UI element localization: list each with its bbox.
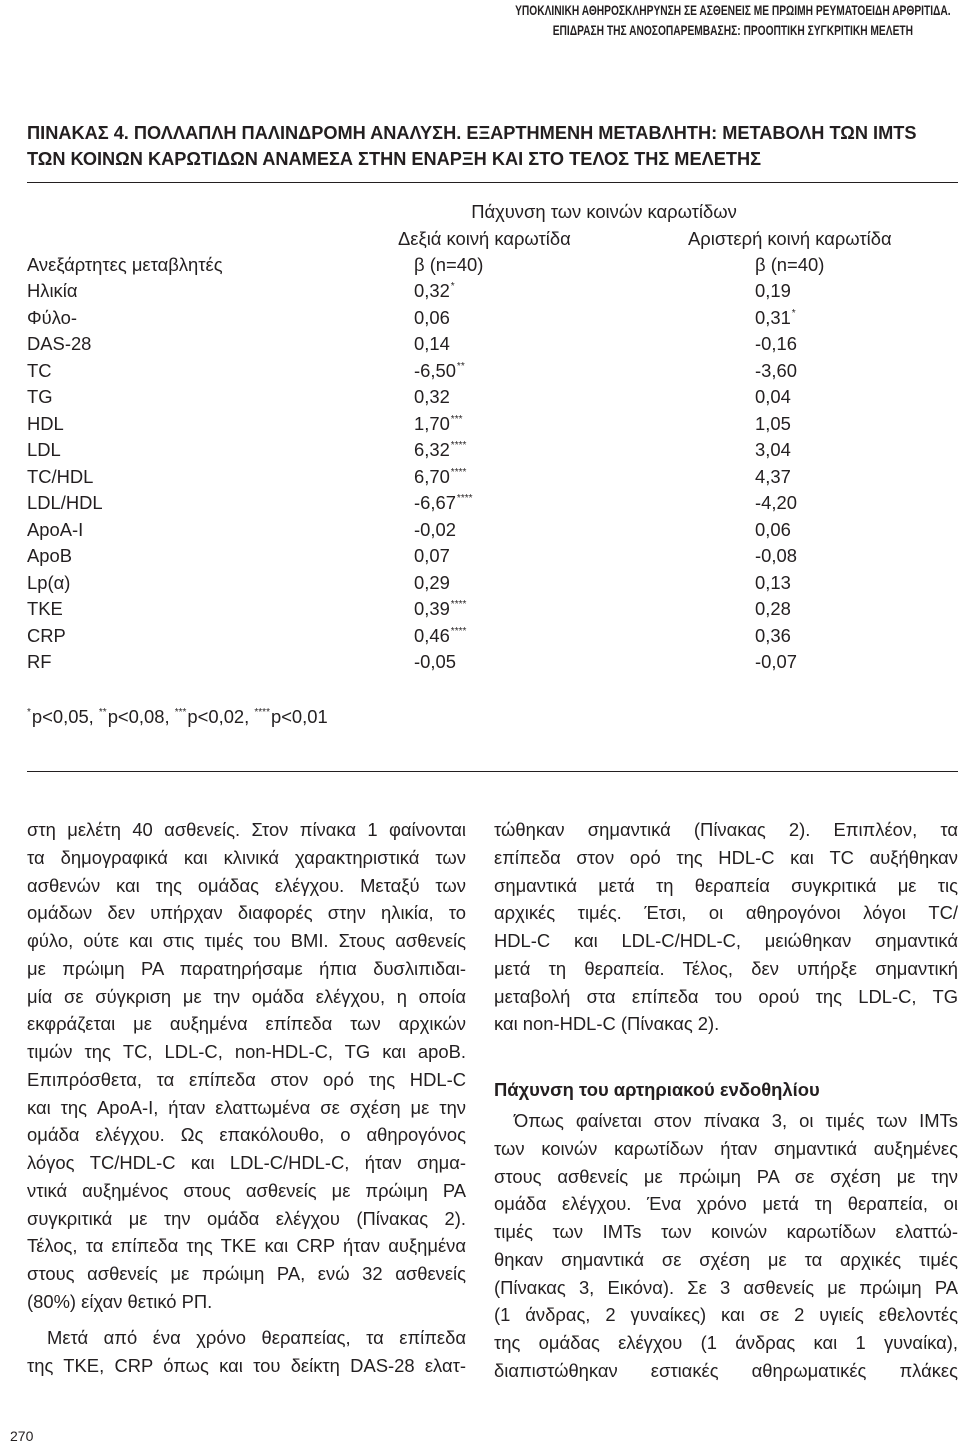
beta-value: -6,50 bbox=[414, 359, 456, 381]
significance-marker: **** bbox=[450, 625, 467, 637]
beta-value: 0,29 bbox=[414, 571, 450, 593]
variable-label: DAS-28 bbox=[27, 333, 92, 355]
beta-value: -6,67 bbox=[414, 492, 456, 514]
right-carotid-beta-cell bbox=[414, 358, 755, 384]
beta-value: 6,70 bbox=[414, 465, 450, 487]
left-carotid-beta-cell bbox=[755, 464, 958, 490]
body-text-line: σημαντικά μετά τη θεραπεία συγκριτικά με τις bbox=[494, 874, 958, 896]
table-caption bbox=[27, 120, 916, 172]
independent-variables-header: Ανεξάρτητες μεταβλητές bbox=[27, 254, 223, 275]
body-text-line: επίπεδα στον ορό της HDL-C και TC αυξήθηκαν bbox=[494, 846, 958, 868]
body-text-line: των κοινών καρωτίδων ήταν σημαντικά αυξημένες bbox=[494, 1137, 958, 1159]
body-text-line: Μετά από ένα χρόνο θεραπείας, τα επίπεδα bbox=[47, 1327, 466, 1349]
body-text-line: με πρώιμη ΡΑ παρατηρήσαμε ήπια δυσλιπιδαι- bbox=[27, 957, 466, 979]
beta-value: 0,06 bbox=[755, 518, 791, 540]
p-value-threshold: p<0,05, bbox=[31, 706, 94, 727]
left-carotid-beta-cell bbox=[755, 517, 958, 543]
beta-value: 0,14 bbox=[414, 333, 450, 355]
variable-label: TG bbox=[27, 386, 53, 408]
body-text-line: της ΤΚΕ, CRP όπως και του δείκτη DAS-28 ελατ- bbox=[27, 1354, 466, 1376]
variable-label: Φύλο- bbox=[27, 306, 77, 328]
beta-value: 3,04 bbox=[755, 439, 791, 461]
body-text-line: και της ApoA-I, ήταν ελαττωμένα σε σχέση με την bbox=[27, 1096, 466, 1118]
right-carotid-beta-cell bbox=[414, 384, 755, 410]
body-text-line: ντικά αυξημένος στους ασθενείς με πρώιμη ΡΑ bbox=[27, 1179, 466, 1201]
table-footnote bbox=[27, 704, 328, 730]
table-row bbox=[27, 596, 958, 622]
body-text-line: (80%) είχαν θετικό ΡΠ. bbox=[27, 1290, 213, 1312]
body-text-line: τώθηκαν σημαντικά (Πίνακας 2). Επιπλέον, τα bbox=[494, 819, 958, 840]
left-carotid-beta-cell bbox=[755, 305, 958, 331]
beta-value: -0,08 bbox=[755, 545, 797, 567]
table-row bbox=[27, 490, 958, 516]
significance-marker: **** bbox=[254, 707, 270, 718]
running-header-line: ΕΠΙΔΡΑΣΗ ΤΗΣ ΑΝΟΣΟΠΑΡΕΜΒΑΣΗΣ: ΠΡΟΟΠΤΙΚΗ ΣΥΓΚΡΙΤΙΚΗ ΜΕΛΕΤΗ bbox=[553, 22, 914, 38]
right-text-column bbox=[494, 816, 958, 1385]
right-carotid-beta-cell bbox=[414, 570, 755, 596]
beta-value: -0,05 bbox=[414, 651, 456, 673]
body-text-line: ομάδων δεν υπήρχαν διαφορές στην ηλικία, το bbox=[27, 902, 466, 924]
p-value-threshold: p<0,08, bbox=[107, 706, 170, 727]
body-text-line: ομάδα ελέγχου. Ένα χρόνο μετά τη θεραπεία, οι bbox=[494, 1193, 958, 1215]
variable-label: HDL bbox=[27, 412, 64, 434]
body-paragraph bbox=[27, 816, 466, 1316]
left-carotid-beta-cell bbox=[755, 570, 958, 596]
body-text-line: στους ασθενείς με πρώιμη ΡΑ σε σχέση με την bbox=[494, 1165, 958, 1187]
significance-marker: ** bbox=[456, 360, 465, 372]
table-row bbox=[27, 517, 958, 543]
right-carotid-beta-cell bbox=[414, 278, 755, 304]
body-text-line: Όπως φαίνεται στον πίνακα 3, οι τιμές των IMTs bbox=[514, 1110, 958, 1132]
table-header-row bbox=[27, 252, 958, 278]
regression-table bbox=[27, 252, 958, 676]
table-row bbox=[27, 543, 958, 569]
beta-value: 0,06 bbox=[414, 306, 450, 328]
body-text-line: τα δημογραφικά και κλινικά χαρακτηριστικά των bbox=[27, 846, 466, 868]
left-carotid-beta-cell bbox=[755, 331, 958, 357]
beta-value: 0,04 bbox=[755, 386, 791, 408]
beta-value: 6,32 bbox=[414, 439, 450, 461]
significance-marker: **** bbox=[450, 440, 467, 452]
right-carotid-beta-cell bbox=[414, 437, 755, 463]
significance-marker: **** bbox=[450, 599, 467, 611]
right-carotid-beta-cell bbox=[414, 623, 755, 649]
body-text-line: (1 άνδρας, 2 γυναίκες) και σε 2 υγιείς εθελοντές bbox=[494, 1304, 958, 1326]
beta-value: 1,05 bbox=[755, 412, 791, 434]
beta-value: 0,32 bbox=[414, 386, 450, 408]
table-row bbox=[27, 464, 958, 490]
variable-label: Lp(α) bbox=[27, 571, 71, 593]
right-carotid-beta-cell bbox=[414, 411, 755, 437]
beta-value: -0,16 bbox=[755, 333, 797, 355]
variable-label: LDL bbox=[27, 439, 61, 461]
beta-value: 4,37 bbox=[755, 465, 791, 487]
table-row bbox=[27, 437, 958, 463]
variable-label: TKE bbox=[27, 598, 63, 620]
section-heading: Πάχυνση του αρτηριακού ενδοθηλίου bbox=[494, 1079, 820, 1100]
right-carotid-beta-cell bbox=[414, 517, 755, 543]
body-text-line: συγκριτικά με την ομάδα ελέγχου (Πίνακας 2). bbox=[27, 1207, 466, 1229]
column-header-right-carotid: Δεξιά κοινή καρωτίδα bbox=[398, 228, 571, 249]
significance-marker: **** bbox=[450, 466, 467, 478]
variable-label: CRP bbox=[27, 624, 66, 646]
beta-value: 0,31 bbox=[755, 306, 791, 328]
beta-value: 0,46 bbox=[414, 624, 450, 646]
beta-value: 0,13 bbox=[755, 571, 791, 593]
body-text-line: μεταβολή στα επίπεδα του ορού της LDL-C, TG bbox=[494, 985, 958, 1007]
left-carotid-beta-cell bbox=[755, 358, 958, 384]
body-text-line: (Πίνακας 3, Εικόνα). Σε 3 ασθενείς με πρώιμη ΡΑ bbox=[494, 1276, 958, 1298]
body-text-line: τιμών της TC, LDL-C, non-HDL-C, TG και apoB. bbox=[27, 1041, 466, 1062]
right-carotid-beta-cell bbox=[414, 305, 755, 331]
beta-value: 0,28 bbox=[755, 598, 791, 620]
significance-marker: ** bbox=[98, 707, 107, 718]
variable-label: TC/HDL bbox=[27, 465, 94, 487]
beta-header-left: β (n=40) bbox=[755, 254, 825, 275]
p-value-threshold: p<0,01 bbox=[270, 706, 328, 727]
variable-label: LDL/HDL bbox=[27, 492, 103, 514]
body-text-line: HDL-C και LDL-C/HDL-C, μειώθηκαν σημαντικά bbox=[494, 930, 958, 951]
body-paragraph bbox=[27, 1324, 466, 1380]
body-text-line: ασθενών και της ομάδας ελέγχου. Μεταξύ των bbox=[27, 874, 466, 896]
p-value-threshold: p<0,02, bbox=[187, 706, 250, 727]
table-row bbox=[27, 623, 958, 649]
significance-marker: * bbox=[450, 281, 455, 293]
right-carotid-beta-cell bbox=[414, 331, 755, 357]
right-carotid-beta-cell bbox=[414, 649, 755, 675]
variable-label: TC bbox=[27, 359, 52, 381]
table-row bbox=[27, 331, 958, 357]
left-carotid-beta-cell bbox=[755, 384, 958, 410]
body-paragraph bbox=[494, 1107, 958, 1385]
left-carotid-beta-cell bbox=[755, 543, 958, 569]
table-caption-line: ΤΩΝ ΚΟΙΝΩΝ ΚΑΡΩΤΙΔΩΝ ΑΝΑΜΕΣΑ ΣΤΗΝ ΕΝΑΡΞΗ ΚΑΙ ΣΤΟ ΤΕΛΟΣ ΤΗΣ ΜΕΛΕΤΗΣ bbox=[27, 149, 761, 169]
body-text-line: εκφράζεται με αυξημένα επίπεδα των αρχικών bbox=[27, 1013, 466, 1035]
left-carotid-beta-cell bbox=[755, 649, 958, 675]
significance-marker: *** bbox=[450, 413, 463, 425]
body-text-line: φύλο, ούτε και στις τιμές του BMI. Στους ασθενείς bbox=[27, 930, 466, 951]
variable-label: Ηλικία bbox=[27, 280, 78, 302]
left-text-column bbox=[27, 816, 466, 1380]
significance-marker: * bbox=[791, 307, 796, 319]
column-header-left-carotid: Αριστερή κοινή καρωτίδα bbox=[688, 228, 892, 249]
table-bottom-rule bbox=[27, 771, 958, 772]
significance-marker: **** bbox=[456, 493, 473, 505]
left-carotid-beta-cell bbox=[755, 490, 958, 516]
running-header bbox=[515, 0, 951, 40]
left-carotid-beta-cell bbox=[755, 411, 958, 437]
table-top-rule bbox=[27, 182, 958, 183]
body-text-line: Επιπρόσθετα, τα επίπεδα στον ορό της HDL-C bbox=[27, 1068, 466, 1090]
beta-value: -0,07 bbox=[755, 651, 797, 673]
body-text-line: ομάδα ελέγχου. Ως επακόλουθο, ο αθηρογόνος bbox=[27, 1124, 466, 1146]
beta-value: 0,32 bbox=[414, 280, 450, 302]
body-text-line: της ομάδας ελέγχου (1 άνδρας και 1 γυναίκα), bbox=[494, 1332, 958, 1354]
page-number: 270 bbox=[10, 1428, 34, 1444]
variable-label: RF bbox=[27, 651, 52, 673]
table-row bbox=[27, 570, 958, 596]
table-row bbox=[27, 358, 958, 384]
beta-value: -0,02 bbox=[414, 518, 456, 540]
left-carotid-beta-cell bbox=[755, 437, 958, 463]
significance-marker: * bbox=[27, 707, 31, 718]
table-row bbox=[27, 278, 958, 304]
table-row bbox=[27, 411, 958, 437]
right-carotid-beta-cell bbox=[414, 490, 755, 516]
beta-value: 0,07 bbox=[414, 545, 450, 567]
body-text-line: στη μελέτη 40 ασθενείς. Στον πίνακα 1 φαίνονται bbox=[27, 819, 466, 840]
beta-value: 1,70 bbox=[414, 412, 450, 434]
table-row bbox=[27, 384, 958, 410]
body-text-line: και non-HDL-C (Πίνακας 2). bbox=[494, 1013, 720, 1035]
beta-value: 0,19 bbox=[755, 280, 791, 302]
left-carotid-beta-cell bbox=[755, 278, 958, 304]
beta-value: -4,20 bbox=[755, 492, 797, 514]
beta-value: -3,60 bbox=[755, 359, 797, 381]
beta-header-right: β (n=40) bbox=[414, 254, 484, 275]
table-row bbox=[27, 649, 958, 675]
beta-value: 0,39 bbox=[414, 598, 450, 620]
running-header-line: ΥΠΟΚΛΙΝΙΚΗ ΑΘΗΡΟΣΚΛΗΡΥΝΣΗ ΣΕ ΑΣΘΕΝΕΙΣ ΜΕ ΠΡΩΙΜΗ ΡΕΥΜΑΤΟΕΙΔΗ ΑΡΘΡΙΤΙΔΑ. bbox=[515, 2, 951, 18]
variable-label: ApoB bbox=[27, 545, 72, 567]
body-text-line: αρχικές τιμές. Έτσι, οι αθηρογόνοι λόγοι TC/ bbox=[494, 902, 958, 924]
body-text-line: μετά τη θεραπεία. Τέλος, δεν υπήρξε σημαντική bbox=[494, 957, 958, 979]
body-text-line: μία σε σύγκριση με την ομάδα ελέγχου, η οποία bbox=[27, 985, 466, 1007]
body-text-line: θηκαν σημαντικά σε σχέση με τα αρχικές τιμές bbox=[494, 1248, 958, 1270]
body-text-line: στους ασθενείς με πρώιμη ΡΑ, ενώ 32 ασθενείς bbox=[27, 1263, 466, 1284]
right-carotid-beta-cell bbox=[414, 543, 755, 569]
right-carotid-beta-cell bbox=[414, 596, 755, 622]
body-text-line: διαπιστώθηκαν εστιακές αθηρωματικές πλάκες bbox=[494, 1359, 958, 1381]
left-carotid-beta-cell bbox=[755, 623, 958, 649]
left-carotid-beta-cell bbox=[755, 596, 958, 622]
body-paragraph bbox=[494, 816, 958, 1038]
table-row bbox=[27, 305, 958, 331]
beta-value: 0,36 bbox=[755, 624, 791, 646]
body-text-line: τιμές των IMTs των κοινών καρωτίδων ελαττώ- bbox=[494, 1221, 958, 1243]
significance-marker: *** bbox=[174, 707, 187, 718]
body-text-line: Τέλος, τα επίπεδα της ΤΚΕ και CRP ήταν αυξημένα bbox=[27, 1235, 466, 1257]
variable-label: ApoA-I bbox=[27, 518, 84, 540]
right-carotid-beta-cell bbox=[414, 464, 755, 490]
body-text-line: λόγος TC/HDL-C και LDL-C/HDL-C, ήταν σημα- bbox=[27, 1152, 466, 1173]
table-group-header: Πάχυνση των κοινών καρωτίδων bbox=[471, 201, 737, 222]
table-caption-line: ΠΙΝΑΚΑΣ 4. ΠΟΛΛΑΠΛΗ ΠΑΛΙΝΔΡΟΜΗ ΑΝΑΛΥΣΗ. ΕΞΑΡΤΗΜΕΝΗ ΜΕΤΑΒΛΗΤΗ: ΜΕΤΑΒΟΛΗ ΤΩΝ IMTS bbox=[27, 123, 917, 143]
